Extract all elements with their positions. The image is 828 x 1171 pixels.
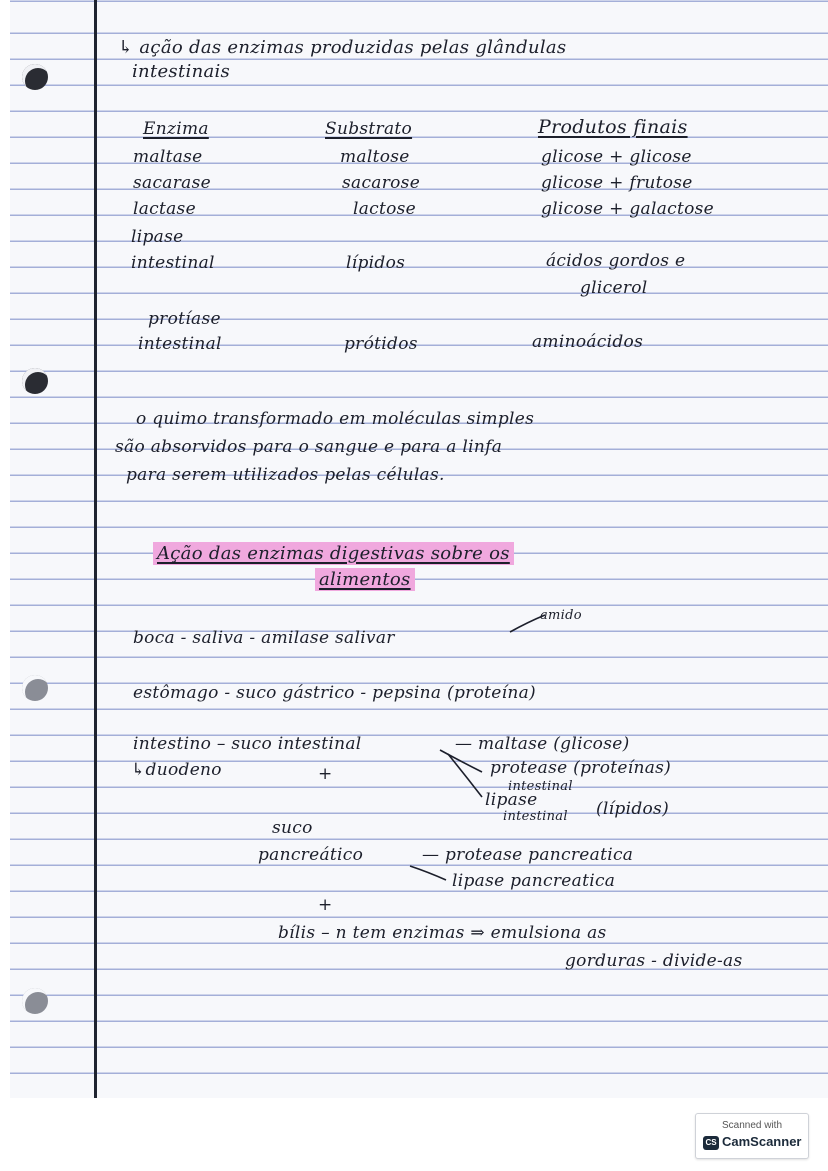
row-enzyme-cont: intestinal	[138, 334, 222, 354]
row-enzyme: lactase	[133, 199, 196, 219]
row-enzyme: sacarase	[133, 173, 211, 193]
section-title-line-1: Ação das enzimas digestivas sobre os	[153, 544, 514, 564]
row-products: glicose + frutose	[541, 173, 693, 193]
lipase-label: lipase	[485, 790, 538, 810]
row-enzyme: protíase	[148, 309, 221, 329]
row-substrate: lípidos	[346, 253, 406, 273]
row-substrate: maltose	[340, 147, 410, 167]
maltase-line: — maltase (glicose)	[455, 734, 630, 754]
bilis-line: bílis – n tem enzimas ⇒ emulsiona as	[278, 923, 607, 943]
row-products: glicose + galactose	[541, 199, 715, 219]
camscanner-logo-icon: CS	[703, 1136, 719, 1150]
section-title-line-2: alimentos	[315, 570, 415, 590]
gorduras-line: gorduras - divide-as	[565, 951, 743, 971]
row-substrate: sacarose	[342, 173, 421, 193]
row-substrate: lactose	[353, 199, 417, 219]
row-substrate: prótidos	[344, 334, 418, 354]
heading-line-2: intestinais	[132, 61, 231, 82]
badge-name: CamScanner	[722, 1134, 802, 1149]
pancreatico-label: pancreático	[258, 845, 364, 865]
badge-caption: Scanned with	[721, 1120, 783, 1131]
row-products: aminoácidos	[532, 332, 644, 352]
row-products: ácidos gordos e	[546, 251, 686, 271]
lipase-target: (lípidos)	[596, 799, 669, 819]
lipase-pancreatica: lipase pancreatica	[452, 871, 616, 891]
paragraph-line: para serem utilizados pelas células.	[126, 465, 445, 485]
lipase-sub: intestinal	[503, 809, 568, 824]
duodeno-label: ↳duodeno	[131, 760, 222, 780]
row-enzyme: lipase	[131, 227, 184, 247]
row-products-cont: glicerol	[580, 278, 648, 298]
estomago-line: estômago - suco gástrico - pepsina (proteína)	[133, 683, 536, 703]
heading-line-1: ↳ ação das enzimas produzidas pelas glândulas	[118, 37, 567, 58]
table-header-enzyme: Enzima	[143, 119, 209, 139]
paragraph-line: o quimo transformado em moléculas simples	[136, 409, 535, 429]
row-products: glicose + glicose	[541, 147, 692, 167]
table-header-substrate: Substrato	[325, 119, 413, 139]
row-enzyme: maltase	[133, 147, 203, 167]
row-enzyme-cont: intestinal	[131, 253, 215, 273]
table-header-products: Produtos finais	[538, 116, 688, 138]
protease-line: protease (proteínas)	[490, 758, 672, 778]
boca-line: boca - saliva - amilase salivar	[133, 628, 395, 648]
plus-sign: +	[318, 764, 333, 784]
plus-sign: +	[318, 895, 333, 915]
camscanner-badge	[695, 1113, 809, 1159]
intestino-line: intestino – suco intestinal	[133, 734, 362, 754]
protease-pancreatica: — protease pancreatica	[422, 845, 634, 865]
protease-sub: intestinal	[508, 779, 573, 794]
suco-label: suco	[272, 818, 313, 838]
amido-label: amido	[540, 608, 582, 623]
paragraph-line: são absorvidos para o sangue e para a linfa	[115, 437, 503, 457]
